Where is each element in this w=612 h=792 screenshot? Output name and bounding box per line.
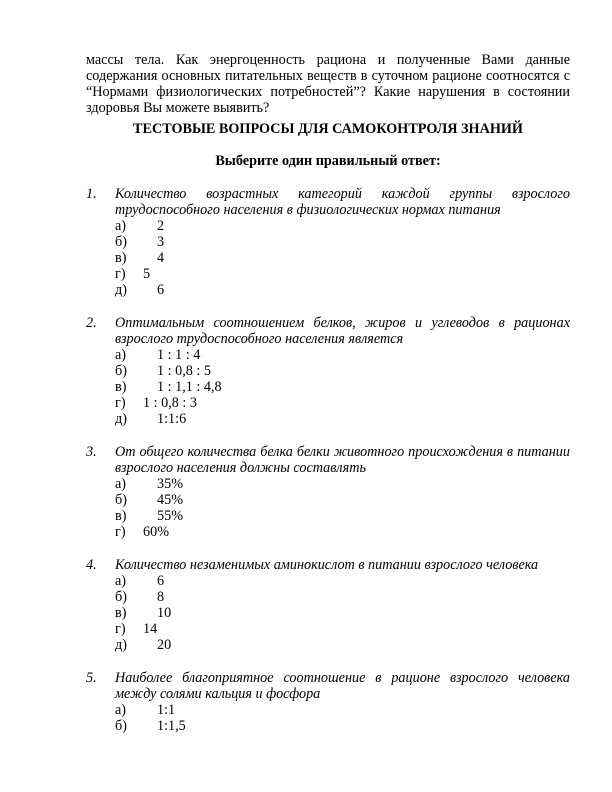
option-value: 1 : 1,1 : 4,8	[157, 379, 222, 395]
option-value: 55%	[157, 508, 184, 524]
answer-option	[86, 589, 570, 605]
question-1	[86, 186, 570, 298]
option-letter: г)	[115, 395, 126, 411]
option-value: 1 : 1 : 4	[157, 347, 201, 363]
answer-option	[86, 363, 570, 379]
option-letter: в)	[115, 508, 127, 524]
question-4	[86, 557, 570, 653]
answer-option	[86, 702, 570, 718]
option-value: 5	[143, 266, 151, 282]
option-value: 6	[157, 282, 165, 298]
question-text: Количество незаменимых аминокислот в питании взрослого человека	[115, 557, 539, 573]
answer-option	[86, 347, 570, 363]
option-letter: д)	[115, 282, 127, 298]
option-value: 2	[157, 218, 165, 234]
answer-option	[86, 637, 570, 653]
option-value: 1:1	[157, 702, 176, 718]
answer-option	[86, 573, 570, 589]
question-text: Оптимальным соотношением белков, жиров и углеводов в рационах взрослого трудоспособного населения является	[115, 315, 570, 347]
question-text: Наиболее благоприятное соотношение в рационе взрослого человека между солями кальция и фосфора	[115, 670, 570, 702]
option-letter: а)	[115, 573, 127, 589]
intro-paragraph: массы тела. Как энергоценность рациона и полученные Вами данные содержания основных питательных веществ в суточном рационе соотносятся с “Нормами физиологических потребностей”? Какие нарушения в состоянии здоровья Вы можете выявить?	[86, 52, 570, 116]
option-letter: д)	[115, 411, 127, 427]
option-letter: а)	[115, 702, 127, 718]
option-letter: б)	[115, 718, 127, 734]
option-value: 3	[157, 234, 165, 250]
answer-option	[86, 266, 570, 282]
option-value: 8	[157, 589, 165, 605]
answer-option	[86, 218, 570, 234]
option-value: 4	[157, 250, 165, 266]
answer-option	[86, 492, 570, 508]
option-letter: б)	[115, 492, 127, 508]
option-value: 1:1,5	[157, 718, 186, 734]
option-letter: а)	[115, 347, 127, 363]
answer-option	[86, 411, 570, 427]
option-letter: б)	[115, 363, 127, 379]
option-value: 10	[157, 605, 172, 621]
option-value: 20	[157, 637, 172, 653]
answer-option	[86, 234, 570, 250]
answer-option	[86, 476, 570, 492]
question-5	[86, 670, 570, 734]
answer-option	[86, 524, 570, 540]
option-letter: г)	[115, 266, 126, 282]
instruction-text: Выберите один правильный ответ:	[215, 153, 441, 169]
option-value: 60%	[143, 524, 170, 540]
option-letter: г)	[115, 621, 126, 637]
question-number: 2.	[86, 315, 97, 331]
question-number: 3.	[86, 444, 97, 460]
option-value: 6	[157, 573, 165, 589]
answer-option	[86, 508, 570, 524]
option-letter: в)	[115, 605, 127, 621]
question-text: От общего количества белка белки животного происхождения в питании взрослого населения должны составлять	[115, 444, 570, 476]
option-letter: г)	[115, 524, 126, 540]
answer-option	[86, 379, 570, 395]
option-letter: б)	[115, 234, 127, 250]
answer-option	[86, 621, 570, 637]
option-letter: в)	[115, 379, 127, 395]
option-value: 1 : 0,8 : 3	[143, 395, 197, 411]
question-number: 1.	[86, 186, 97, 202]
answer-option	[86, 605, 570, 621]
answer-option	[86, 250, 570, 266]
option-value: 14	[143, 621, 158, 637]
question-text: Количество возрастных категорий каждой группы взрослого трудоспособного населения в физиологических нормах питания	[115, 186, 570, 218]
option-value: 35%	[157, 476, 184, 492]
question-3	[86, 444, 570, 540]
section-title: ТЕСТОВЫЕ ВОПРОСЫ ДЛЯ САМОКОНТРОЛЯ ЗНАНИЙ	[133, 121, 523, 137]
answer-option	[86, 395, 570, 411]
option-letter: а)	[115, 476, 127, 492]
option-value: 1:1:6	[157, 411, 187, 427]
option-value: 1 : 0,8 : 5	[157, 363, 211, 379]
option-value: 45%	[157, 492, 184, 508]
question-number: 4.	[86, 557, 97, 573]
answer-option	[86, 718, 570, 734]
option-letter: д)	[115, 637, 127, 653]
question-2	[86, 315, 570, 427]
option-letter: а)	[115, 218, 127, 234]
option-letter: в)	[115, 250, 127, 266]
option-letter: б)	[115, 589, 127, 605]
question-number: 5.	[86, 670, 97, 686]
answer-option	[86, 282, 570, 298]
